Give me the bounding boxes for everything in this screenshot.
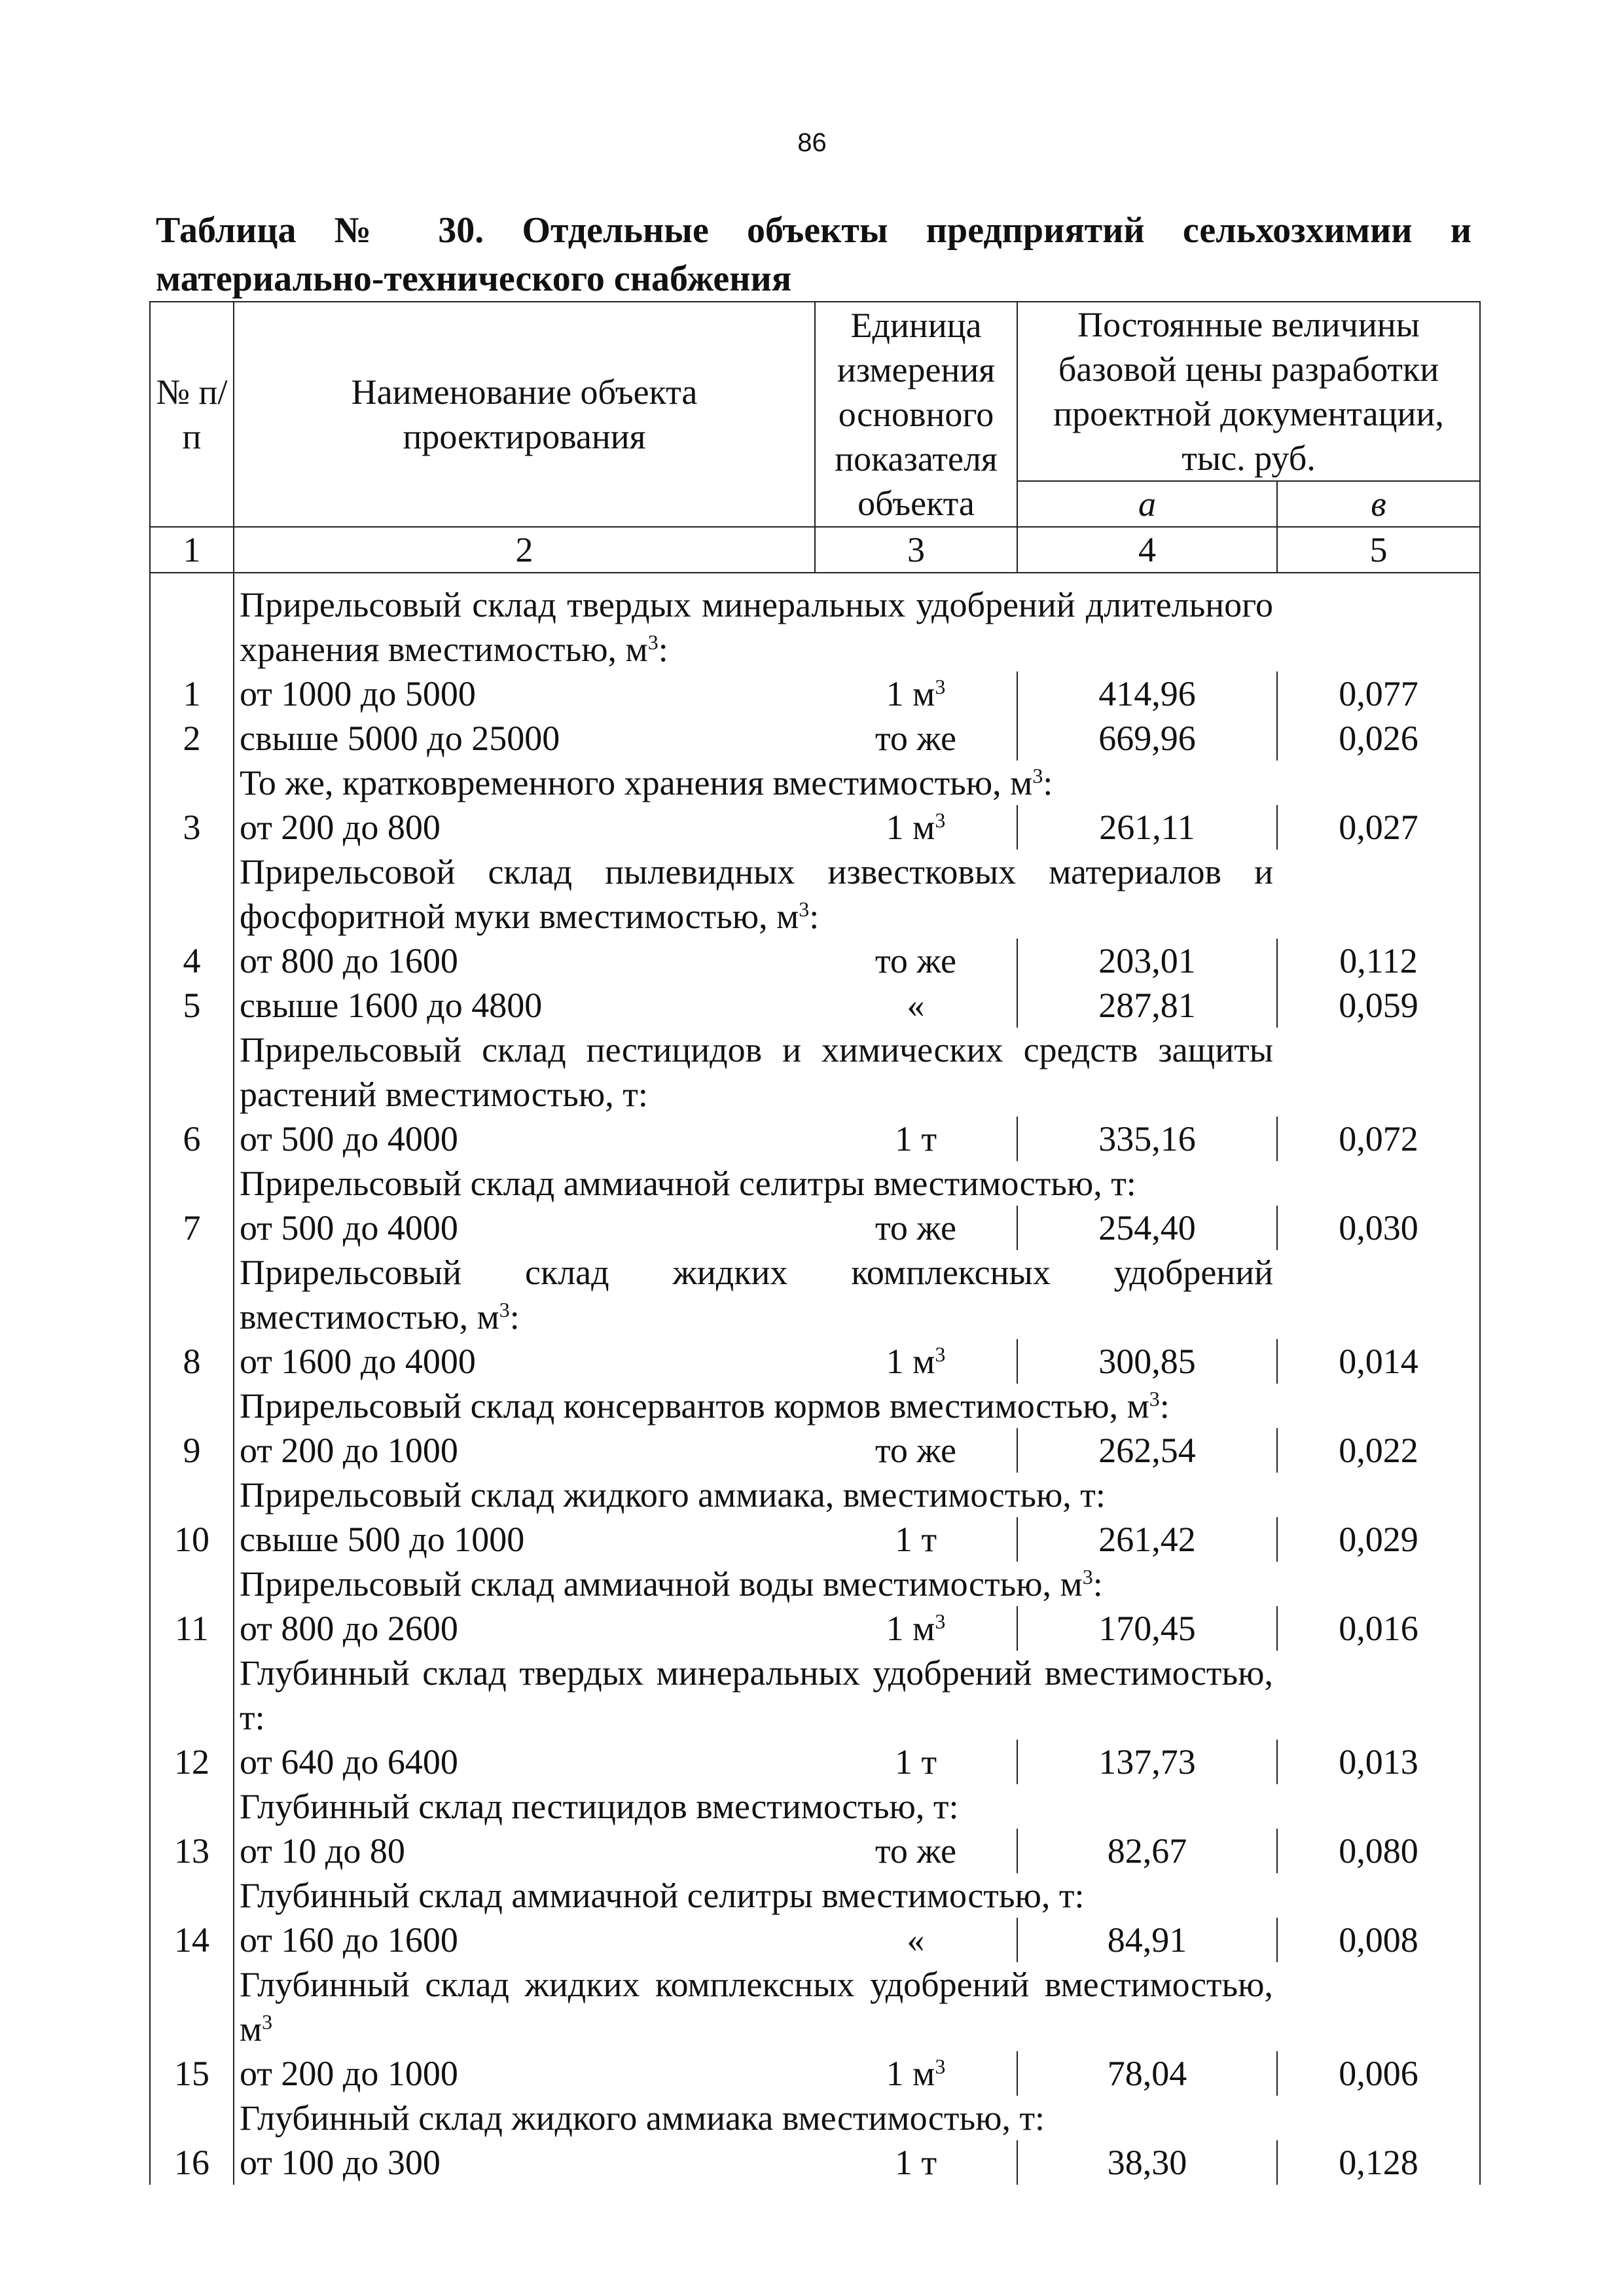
group-title: [234, 1873, 1277, 1918]
group-b-cell: [1277, 761, 1480, 805]
group-row: [150, 761, 1480, 805]
group-title-text: Прирельсовый склад аммиачной воды вместимостью, м: [240, 1564, 1083, 1604]
group-title-text: Прирельсовый склад аммиачной селитры вместимостью, т:: [240, 1164, 1136, 1203]
group-row: [150, 1384, 1480, 1428]
value-b: 0,030: [1277, 1206, 1480, 1250]
value-b: 0,128: [1277, 2140, 1480, 2185]
spacer-cell: [150, 573, 234, 583]
group-row: [150, 2096, 1480, 2140]
group-title-tail: :: [1092, 1564, 1103, 1604]
column-number: 5: [1277, 527, 1480, 573]
value-b: 0,072: [1277, 1117, 1480, 1161]
unit-text: то же: [875, 1431, 956, 1470]
group-title-tail: :: [1159, 1386, 1170, 1426]
group-row: [150, 1028, 1480, 1117]
group-num-cell: [150, 1384, 234, 1428]
group-title-text: Прирельсовый склад жидкого аммиака, вместимостью, т:: [240, 1475, 1106, 1515]
row-number: 4: [150, 939, 234, 983]
group-title-sup: 3: [799, 897, 810, 921]
value-a: 38,30: [1017, 2140, 1277, 2185]
row-number: 15: [150, 2051, 234, 2096]
value-b: 0,112: [1277, 939, 1480, 983]
table-row: [150, 1428, 1480, 1473]
group-title-text: Глубинный склад аммиачной селитры вместимостью, т:: [240, 1876, 1085, 1915]
group-row: [150, 1161, 1480, 1206]
unit-text: 1 т: [894, 1742, 937, 1782]
row-number: 9: [150, 1428, 234, 1473]
column-number: 1: [150, 527, 234, 573]
group-title-text: Глубинный склад пестицидов вместимостью, т:: [240, 1787, 959, 1826]
spacer-cell: [234, 573, 1277, 583]
column-number-row: [150, 527, 1480, 573]
group-num-cell: [150, 1651, 234, 1740]
group-title-sup: 3: [1149, 1387, 1160, 1410]
object-name: свыше 5000 до 25000: [240, 719, 560, 758]
unit-cell: [815, 672, 1017, 716]
group-b-cell: [1277, 1873, 1480, 1918]
table-row: [150, 716, 1480, 761]
row-number: 6: [150, 1117, 234, 1161]
value-a: 287,81: [1017, 983, 1277, 1028]
group-num-cell: [150, 2096, 234, 2140]
value-a: 335,16: [1017, 1117, 1277, 1161]
group-b-cell: [1277, 1962, 1480, 2051]
value-b: 0,080: [1277, 1829, 1480, 1873]
unit-cell: [815, 1117, 1017, 1161]
table-row: [150, 1829, 1480, 1873]
row-number: 13: [150, 1829, 234, 1873]
group-row: [150, 1784, 1480, 1829]
table-row: [150, 983, 1480, 1028]
group-title-sup: 3: [499, 1298, 510, 1321]
group-title-text: Глубинный склад твердых минеральных удобрений вместимостью, т:: [240, 1653, 1273, 1737]
group-title-sup: 3: [647, 630, 659, 654]
object-name: от 800 до 2600: [240, 1609, 458, 1648]
object-name: от 200 до 1000: [240, 1431, 458, 1470]
object-name: от 200 до 800: [240, 808, 441, 847]
group-title: [234, 1784, 1277, 1829]
value-a: 137,73: [1017, 1740, 1277, 1784]
value-b: 0,013: [1277, 1740, 1480, 1784]
group-title-text: Прирельсовый склад жидких комплексных удобрений вместимостью, м: [240, 1253, 1273, 1336]
group-num-cell: [150, 1250, 234, 1339]
price-table: [149, 301, 1481, 2185]
unit-text: 1 м: [886, 1609, 935, 1648]
unit-text: «: [907, 986, 925, 1025]
value-b: 0,022: [1277, 1428, 1480, 1473]
unit-text: то же: [875, 941, 956, 980]
group-row: [150, 1873, 1480, 1918]
unit-cell: [815, 939, 1017, 983]
value-a: 414,96: [1017, 672, 1277, 716]
group-num-cell: [150, 1562, 234, 1606]
unit-text: то же: [875, 1831, 956, 1871]
group-b-cell: [1277, 850, 1480, 939]
value-a: 669,96: [1017, 716, 1277, 761]
row-number: 7: [150, 1206, 234, 1250]
group-row: [150, 583, 1480, 672]
row-number: 10: [150, 1517, 234, 1562]
object-name: от 800 до 1600: [240, 941, 458, 980]
unit-cell: [815, 2051, 1017, 2096]
page-number: 86: [797, 128, 827, 157]
table-row: [150, 1117, 1480, 1161]
unit-cell: [815, 1829, 1017, 1873]
group-title-text: Прирельсовой склад пылевидных известковых материалов и фосфоритной муки вместимостью, м: [240, 852, 1273, 936]
group-num-cell: [150, 1784, 234, 1829]
group-title-text: Прирельсовый склад консервантов кормов вместимостью, м: [240, 1386, 1149, 1426]
value-a: 84,91: [1017, 1918, 1277, 1962]
header-b: в: [1277, 481, 1480, 527]
column-number: 2: [234, 527, 815, 573]
group-title-tail: :: [1043, 763, 1053, 802]
group-num-cell: [150, 1873, 234, 1918]
group-title: [234, 1028, 1277, 1117]
unit-cell: [815, 1517, 1017, 1562]
value-a: 78,04: [1017, 2051, 1277, 2096]
value-a: 170,45: [1017, 1606, 1277, 1651]
row-number: 3: [150, 805, 234, 850]
value-b: 0,027: [1277, 805, 1480, 850]
group-row: [150, 1962, 1480, 2051]
group-row: [150, 1250, 1480, 1339]
row-number: 5: [150, 983, 234, 1028]
spacer-cell: [1277, 573, 1480, 583]
table-body: [150, 527, 1480, 2185]
group-title: [234, 1161, 1277, 1206]
table-row: [150, 2140, 1480, 2185]
group-title: [234, 583, 1277, 672]
table-row: [150, 1606, 1480, 1651]
group-title-text: Глубинный склад жидкого аммиака вместимостью, т:: [240, 2098, 1045, 2138]
object-name: от 10 до 80: [240, 1831, 405, 1871]
value-b: 0,016: [1277, 1606, 1480, 1651]
group-title-tail: :: [658, 630, 668, 669]
header-a: а: [1017, 481, 1277, 527]
group-title: [234, 1473, 1277, 1517]
table-row: [150, 1517, 1480, 1562]
unit-sup: 3: [935, 1342, 946, 1366]
row-number: 8: [150, 1339, 234, 1384]
group-b-cell: [1277, 1651, 1480, 1740]
table-row: [150, 672, 1480, 716]
unit-cell: [815, 1428, 1017, 1473]
group-row: [150, 1651, 1480, 1740]
unit-text: 1 м: [886, 808, 935, 847]
group-b-cell: [1277, 2096, 1480, 2140]
group-b-cell: [1277, 1784, 1480, 1829]
group-title-text: Глубинный склад жидких комплексных удобрений вместимостью, м: [240, 1965, 1273, 2049]
row-number: 1: [150, 672, 234, 716]
table-row: [150, 805, 1480, 850]
object-name: от 1000 до 5000: [240, 674, 476, 713]
value-a: 82,67: [1017, 1829, 1277, 1873]
object-name: от 1600 до 4000: [240, 1342, 476, 1381]
group-title: [234, 850, 1277, 939]
group-num-cell: [150, 1028, 234, 1117]
group-num-cell: [150, 761, 234, 805]
row-number: 2: [150, 716, 234, 761]
unit-sup: 3: [935, 2054, 946, 2078]
unit-text: 1 т: [894, 1520, 937, 1559]
value-a: 262,54: [1017, 1428, 1277, 1473]
group-b-cell: [1277, 1250, 1480, 1339]
group-title-text: Прирельсовый склад пестицидов и химических средств защиты растений вместимостью, т:: [240, 1030, 1273, 1114]
object-name: свыше 1600 до 4800: [240, 986, 543, 1025]
group-num-cell: [150, 1161, 234, 1206]
unit-text: 1 т: [894, 1119, 937, 1158]
value-b: 0,014: [1277, 1339, 1480, 1384]
group-title-sup: 3: [1032, 764, 1043, 787]
object-name: от 200 до 1000: [240, 2054, 458, 2093]
table-title: Таблица № 30. Отдельные объекты предприятий сельхозхимии и материально-технического снабжения: [156, 210, 1471, 299]
unit-text: 1 м: [886, 2054, 935, 2093]
value-b: 0,006: [1277, 2051, 1480, 2096]
group-title: [234, 2096, 1277, 2140]
group-row: [150, 850, 1480, 939]
unit-cell: [815, 983, 1017, 1028]
value-a: 300,85: [1017, 1339, 1277, 1384]
group-title: [234, 1384, 1277, 1428]
group-row: [150, 1473, 1480, 1517]
row-number: 11: [150, 1606, 234, 1651]
value-b: 0,077: [1277, 672, 1480, 716]
unit-text: 1 т: [894, 2143, 937, 2182]
table-row: [150, 939, 1480, 983]
table-row: [150, 1740, 1480, 1784]
group-num-cell: [150, 1962, 234, 2051]
unit-cell: [815, 1339, 1017, 1384]
unit-text: 1 м: [886, 1342, 935, 1381]
unit-cell: [815, 1606, 1017, 1651]
table-row: [150, 2051, 1480, 2096]
group-title: [234, 761, 1277, 805]
column-number: 3: [815, 527, 1017, 573]
group-title-tail: :: [809, 897, 820, 936]
group-title: [234, 1962, 1277, 2051]
row-number: 12: [150, 1740, 234, 1784]
value-b: 0,026: [1277, 716, 1480, 761]
group-b-cell: [1277, 1473, 1480, 1517]
value-a: 203,01: [1017, 939, 1277, 983]
value-a: 261,42: [1017, 1517, 1277, 1562]
unit-sup: 3: [935, 808, 946, 832]
unit-text: то же: [875, 719, 956, 758]
row-number: 14: [150, 1918, 234, 1962]
object-name: от 100 до 300: [240, 2143, 441, 2182]
table-row: [150, 1206, 1480, 1250]
value-b: 0,029: [1277, 1517, 1480, 1562]
object-name: от 640 до 6400: [240, 1742, 458, 1782]
group-title: [234, 1651, 1277, 1740]
group-title-text: То же, кратковременного хранения вместимостью, м: [240, 763, 1033, 802]
group-title-sup: 3: [262, 2010, 273, 2034]
group-title-text: Прирельсовый склад твердых минеральных удобрений длительного хранения вместимостью, м: [240, 585, 1273, 669]
unit-text: «: [907, 1920, 925, 1960]
group-title: [234, 1250, 1277, 1339]
unit-text: то же: [875, 1208, 956, 1247]
group-b-cell: [1277, 1028, 1480, 1117]
group-num-cell: [150, 1473, 234, 1517]
table-row: [150, 1918, 1480, 1962]
header-num: № п/п: [150, 302, 234, 527]
group-title-sup: 3: [1082, 1565, 1093, 1588]
group-title-tail: :: [509, 1297, 520, 1336]
group-b-cell: [1277, 1384, 1480, 1428]
header-unit: Единица измерения основного показателя объекта: [815, 302, 1017, 527]
object-name: свыше 500 до 1000: [240, 1520, 525, 1559]
unit-cell: [815, 2140, 1017, 2185]
unit-sup: 3: [935, 675, 946, 698]
unit-cell: [815, 1918, 1017, 1962]
group-b-cell: [1277, 583, 1480, 672]
table-row: [150, 1339, 1480, 1384]
object-name: от 160 до 1600: [240, 1920, 458, 1960]
group-row: [150, 1562, 1480, 1606]
object-name: от 500 до 4000: [240, 1208, 458, 1247]
unit-cell: [815, 805, 1017, 850]
unit-text: 1 м: [886, 674, 935, 713]
value-a: 254,40: [1017, 1206, 1277, 1250]
spacer-row: [150, 573, 1480, 583]
unit-cell: [815, 716, 1017, 761]
header-constants: Постоянные величины базовой цены разработки проектной документации, тыс. руб.: [1017, 302, 1480, 481]
value-b: 0,059: [1277, 983, 1480, 1028]
unit-sup: 3: [935, 1609, 946, 1633]
value-b: 0,008: [1277, 1918, 1480, 1962]
group-num-cell: [150, 850, 234, 939]
column-number: 4: [1017, 527, 1277, 573]
group-b-cell: [1277, 1562, 1480, 1606]
row-number: 16: [150, 2140, 234, 2185]
header-name: Наименование объекта проектирования: [234, 302, 815, 527]
group-title: [234, 1562, 1277, 1606]
value-a: 261,11: [1017, 805, 1277, 850]
group-b-cell: [1277, 1161, 1480, 1206]
unit-cell: [815, 1206, 1017, 1250]
unit-cell: [815, 1740, 1017, 1784]
object-name: от 500 до 4000: [240, 1119, 458, 1158]
group-num-cell: [150, 583, 234, 672]
